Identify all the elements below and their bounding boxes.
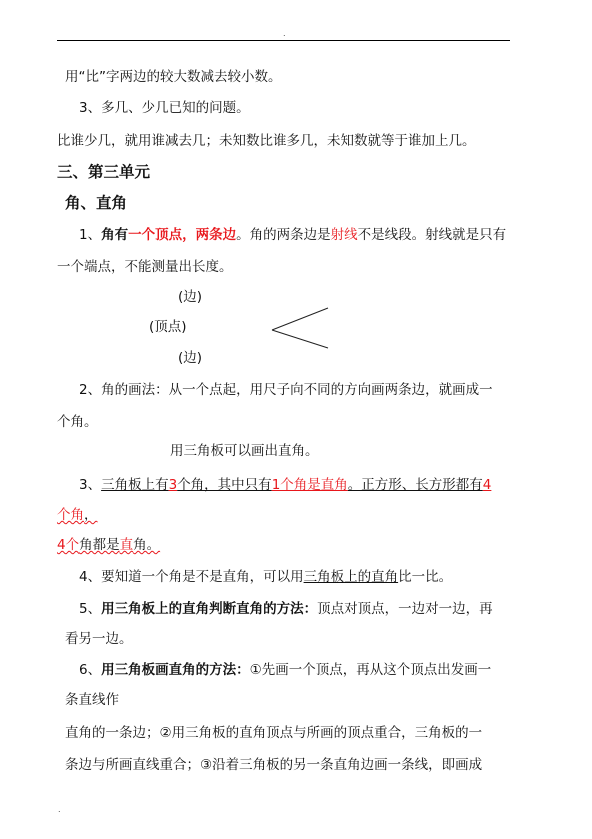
p6-number: 6、: [79, 662, 102, 678]
p3-text-a: 三角板上有: [101, 477, 169, 493]
paragraph-6-line-3: 直角的一条边；②用三角板的直角顶点与所画的顶点重合，三角板的一: [65, 725, 483, 741]
p6-bold: 用三角板画直角的方法：: [101, 662, 250, 678]
section-heading: 三、第三单元: [57, 163, 151, 181]
p3-text-l: 角。: [133, 537, 161, 553]
p3-angles: 个角: [57, 507, 84, 523]
header-rule: [57, 40, 510, 41]
p4-text-c: 比一比。: [398, 569, 453, 585]
line-item-3: 3、多几、少几已知的问题。: [79, 100, 250, 116]
paragraph-1-line-2: 一个端点，不能测量出长度。: [57, 259, 233, 275]
line-subtraction-rule: 用“比”字两边的较大数减去较小数。: [65, 69, 282, 85]
paragraph-5-line-2: 看另一边。: [65, 631, 133, 647]
p3-one-right-angle: 1个角是直角: [271, 477, 348, 493]
p3-four-angles: 4个: [57, 537, 80, 553]
p3-text-e: 。正方形、长方形都有: [347, 477, 483, 493]
p1-text: 。角的两条边是: [236, 227, 331, 243]
paragraph-6-line-4: 条边与所画直线重合；③沿着三角板的另一条直角边画一条线，即画成: [65, 757, 483, 773]
angle-side-lower: [272, 330, 328, 348]
p3-right: 直: [119, 537, 134, 553]
header-mark: .: [283, 29, 286, 38]
angle-diagram: [266, 304, 332, 352]
p4-text-a: 4、要知道一个角是不是直角，可以用: [79, 569, 304, 585]
p1-number: 1、: [79, 227, 102, 243]
p3-three: 3: [168, 477, 178, 493]
paragraph-2-line-3: 用三角板可以画出直角。: [170, 443, 319, 459]
paragraph-6-line-2: 条直线作: [65, 692, 119, 708]
p3-number: 3、: [79, 477, 102, 493]
p4-triangle-ruler: 三角板上的直角: [303, 569, 399, 585]
p1-red-bold: 一个顶点，两条边: [128, 227, 237, 243]
angle-label-vertex: (顶点): [149, 319, 187, 335]
paragraph-3-line-2: [57, 506, 98, 524]
p1-text-2: 不是线段。射线就是只有: [357, 227, 507, 243]
p5-text: 顶点对顶点，一边对一边，再: [317, 601, 493, 617]
footer-mark: .: [58, 805, 61, 814]
paragraph-3-line-1: [79, 476, 491, 494]
paragraph-6-line-1: [79, 661, 491, 679]
paragraph-2-line-1: 2、角的画法：从一个点起，用尺子向不同的方向画两条边，就画成一: [79, 382, 493, 398]
p5-number: 5、: [79, 601, 102, 617]
subsection-heading: 角、直角: [65, 194, 128, 212]
angle-label-side-bottom: (边): [178, 350, 203, 366]
p3-comma: ，: [84, 507, 98, 523]
p6-text: ①先画一个顶点，再从这个顶点出发画一: [249, 662, 492, 678]
p3-text-j: 角都是: [79, 537, 120, 553]
paragraph-4: [79, 568, 452, 586]
line-compare-rule: 比谁少几，就用谁减去几；未知数比谁多几，未知数就等于谁加上几。: [57, 133, 476, 149]
p5-bold: 用三角板上的直角判断直角的方法：: [101, 601, 318, 617]
paragraph-5-line-1: [79, 600, 493, 618]
angle-side-upper: [272, 308, 328, 330]
p1-ray: 射线: [330, 227, 358, 243]
p1-bold: 角有: [101, 227, 129, 243]
paragraph-3-line-3: [57, 536, 160, 554]
angle-label-side-top: (边): [178, 289, 203, 305]
paragraph-2-line-2: 个角。: [57, 414, 98, 430]
p3-text-c: 个角，其中只有: [177, 477, 272, 493]
p3-four: 4: [482, 477, 492, 493]
paragraph-1-line-1: [79, 226, 506, 244]
